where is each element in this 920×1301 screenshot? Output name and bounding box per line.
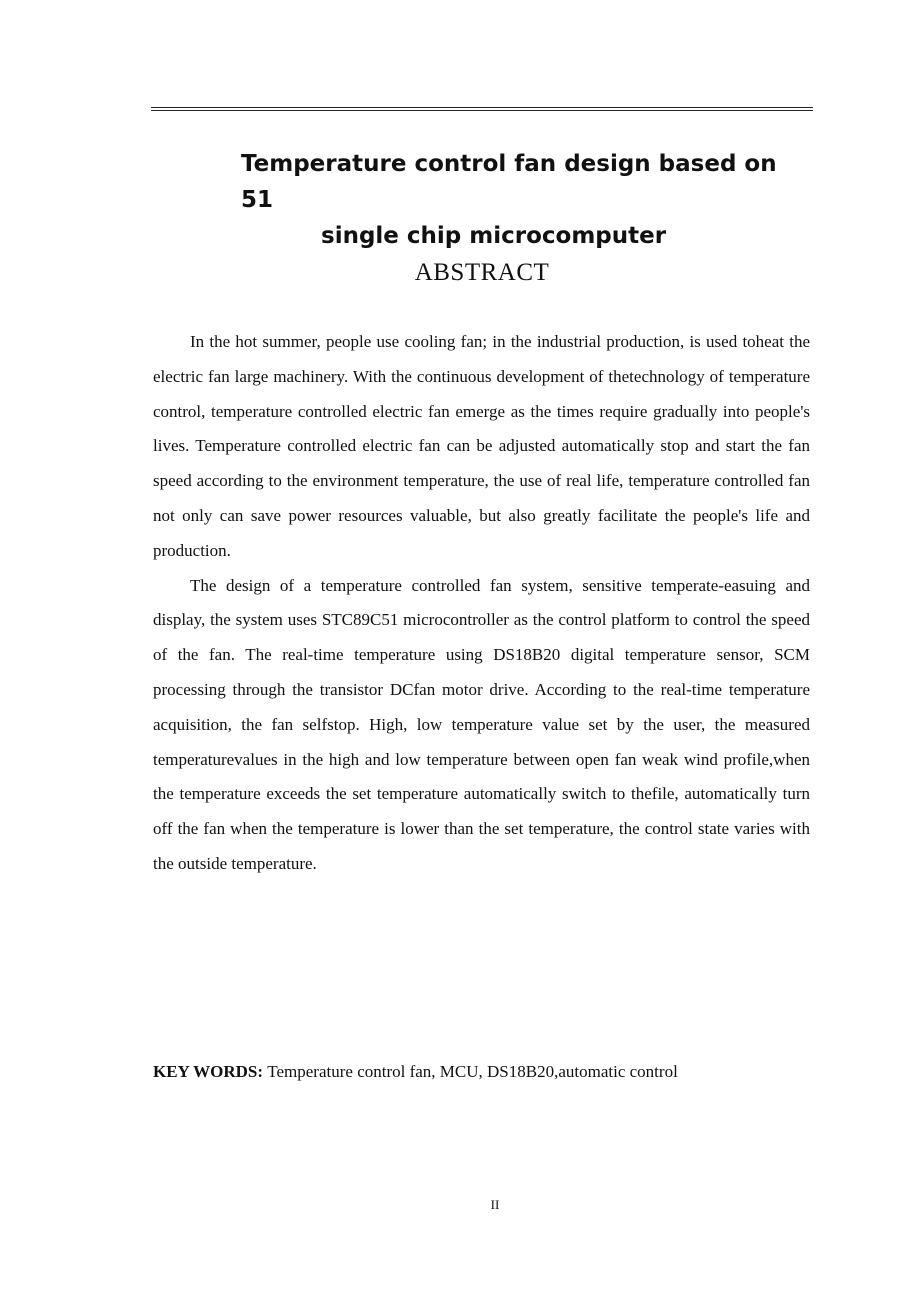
abstract-body bbox=[153, 325, 810, 882]
keywords-text: Temperature control fan, MCU, DS18B20,automatic control bbox=[267, 1062, 678, 1081]
title-line-2: single chip microcomputer bbox=[321, 223, 667, 249]
abstract-heading: ABSTRACT bbox=[414, 259, 550, 286]
header-rule bbox=[151, 107, 813, 108]
keywords-label: KEY WORDS: bbox=[153, 1062, 268, 1081]
paper-title bbox=[151, 146, 813, 254]
abstract-paragraph-1: In the hot summer, people use cooling fan; in the industrial production, is used toheat the electric fan large machinery. With the continuous development of thetechnology of temperature control, temperature controlled electric fan emerge as the times require gradually into people's lives. Temperature controlled electric fan can be adjusted automatically stop and start the fan speed according to the environment temperature, the use of real life, temperature controlled fan not only can save power resources valuable, but also greatly facilitate the people's life and production. bbox=[153, 332, 810, 560]
keywords bbox=[153, 1057, 833, 1087]
title-line-1: Temperature control fan design based on 51 bbox=[241, 151, 777, 213]
abstract-paragraph-2: The design of a temperature controlled fan system, sensitive temperate-easuing and display, the system uses STC89C51 microcontroller as the control platform to control the speed of the fan. The real-time temperature using DS18B20 digital temperature sensor, SCM processing through the transistor DCfan motor drive. According to the real-time temperature acquisition, the fan selfstop. High, low temperature value set by the user, the measured temperaturevalues in the high and low temperature between open fan weak wind profile,when the temperature exceeds the set temperature automatically switch to thefile, automatically turn off the fan when the temperature is lower than the set temperature, the control state varies with the outside temperature. bbox=[153, 575, 810, 873]
page-number: II bbox=[490, 1197, 500, 1212]
